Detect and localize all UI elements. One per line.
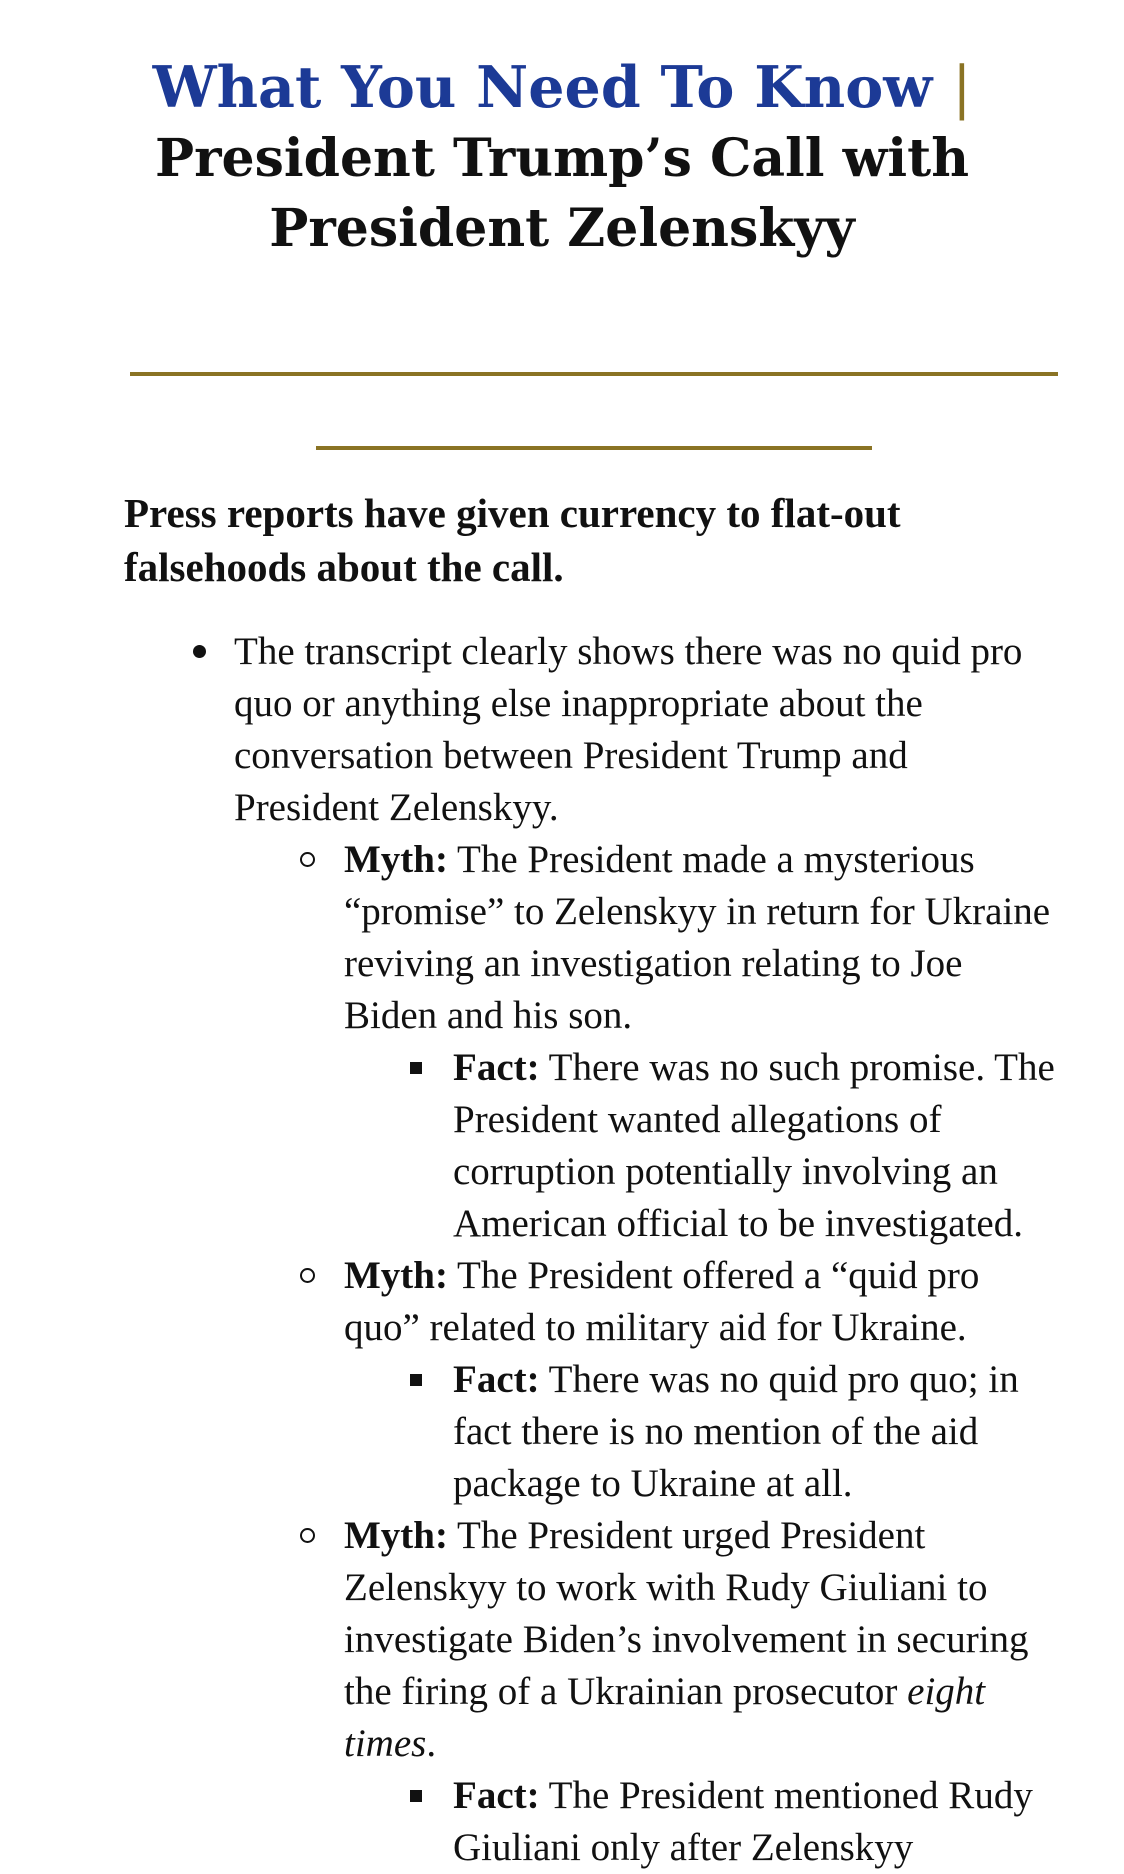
- myth-text: The President urged President Zelenskyy to work with Rudy Giuliani to investigate Biden’s involvement in securing the firing of a Ukrainian prosecutor: [344, 1514, 1029, 1713]
- bullet-disc-icon: [193, 645, 206, 658]
- fact-text: There was no quid pro quo; in fact there is no mention of the aid package to Ukraine at all.: [453, 1358, 1019, 1505]
- title-line-1: [0, 52, 1124, 124]
- divider-rule-short: [316, 446, 872, 450]
- page-title: [0, 52, 1124, 264]
- myth-label: Myth:: [344, 1254, 448, 1297]
- myth-label: Myth:: [344, 838, 448, 881]
- myth-text: The President offered a “quid pro quo” related to military aid for Ukraine.: [344, 1254, 980, 1349]
- bullet-square-icon: [410, 1062, 422, 1074]
- fact-label: Fact:: [453, 1358, 540, 1401]
- list-item-myth: [344, 1250, 1064, 1354]
- bullet-square-icon: [410, 1790, 422, 1802]
- fact-label: Fact:: [453, 1774, 540, 1817]
- list-item-fact: [453, 1042, 1073, 1250]
- bullet-circle-icon: [300, 1268, 315, 1283]
- lead-paragraph: Press reports have given currency to flat-out falsehoods about the call.: [124, 490, 901, 590]
- list-item-fact: [453, 1770, 1073, 1874]
- title-separator: |: [952, 55, 972, 121]
- list-item-main: [234, 626, 1054, 834]
- title-highlight: What You Need To Know: [152, 54, 933, 121]
- title-subject: President Trump’s Call with President Zelenskyy: [155, 128, 969, 259]
- list-item-fact: [453, 1354, 1073, 1510]
- myth-label: Myth:: [344, 1514, 448, 1557]
- fact-text: There was no such promise. The President wanted allegations of corruption potentially involving an American official to be investigated.: [453, 1046, 1055, 1245]
- list-item-myth: [344, 1510, 1064, 1770]
- fact-label: Fact:: [453, 1046, 540, 1089]
- bullet-square-icon: [410, 1374, 422, 1386]
- main-point-text: The transcript clearly shows there was no quid pro quo or anything else inappropriate about the conversation between President Trump and President Zelenskyy.: [234, 630, 1023, 829]
- myth-text: The President made a mysterious “promise” to Zelenskyy in return for Ukraine reviving an investigation relating to Joe Biden and his son.: [344, 838, 1051, 1037]
- bullet-circle-icon: [300, 852, 315, 867]
- myth-emphasis: eight times: [344, 1670, 986, 1765]
- myth-end: .: [426, 1722, 437, 1765]
- fact-text: The President mentioned Rudy Giuliani only after Zelenskyy: [453, 1774, 1033, 1869]
- bullet-circle-icon: [300, 1528, 315, 1543]
- divider-rule-long: [130, 372, 1058, 376]
- list-item-myth: [344, 834, 1064, 1042]
